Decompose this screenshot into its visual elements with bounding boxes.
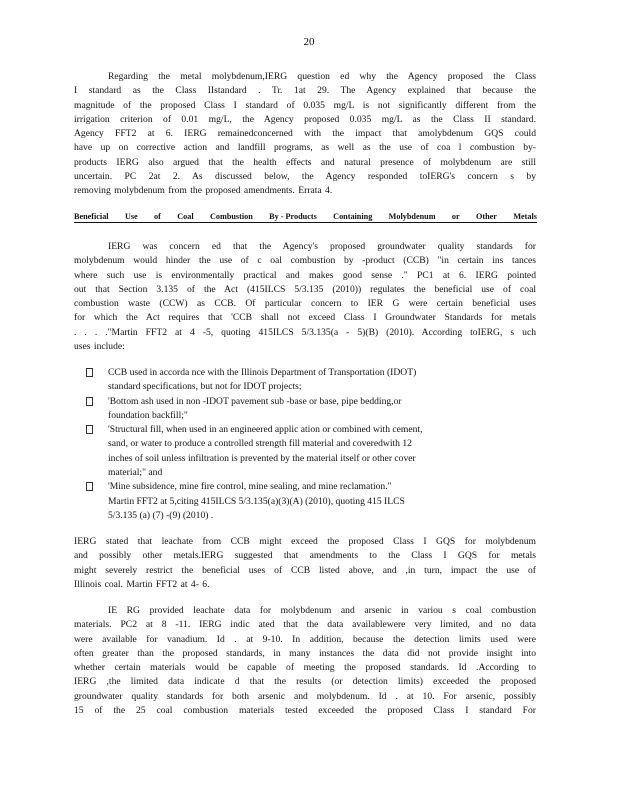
paragraph-leachate-data xyxy=(74,604,536,718)
paragraph-molybdenum-standard xyxy=(74,70,536,199)
list-item xyxy=(86,480,506,523)
heading-word: Containing xyxy=(333,212,373,221)
text-line: sand, or water to produce a controlled strength fill material and coveredwith 12 xyxy=(108,438,412,450)
text-line: for which the Act requires that 'CCB shall not exceed Class I Groundwater Standards for metals xyxy=(74,312,536,324)
text-line: material;" and xyxy=(108,467,163,479)
page-number: 20 xyxy=(303,36,315,48)
text-line: Martin FFT2 at 5,citing 415ILCS 5/3.135(a)(3)(A) (2010), quoting 415 ILCS xyxy=(108,495,405,507)
text-line: molybdenum would hinder the use of c oal combustion by -product (CCB) "in certain ins tances xyxy=(74,255,536,267)
text-line: magnitude of the proposed Class I standard of 0.035 mg/L is not significantly different from the xyxy=(74,99,536,111)
heading-word: Beneficial xyxy=(74,212,109,221)
text-line: uncertain. PC 2at 2. As discussed below, the Agency responded toIERG's concern s by xyxy=(74,171,536,183)
bullet-box-icon xyxy=(86,482,93,491)
text-line: irrigation criterion of 0.01 mg/L, the Agency proposed 0.035 mg/L as the Class II standard. xyxy=(74,113,536,125)
heading-word: Molybdenum xyxy=(388,212,436,221)
text-line: products IERG also argued that the health effects and natural presence of molybdenum are still xyxy=(74,156,536,168)
text-line: often greater than the proposed standards, in many instances the data did not provide insight into xyxy=(74,647,536,659)
text-line: IERG stated that leachate from CCB might exceed the proposed Class I GQS for molybdenum xyxy=(74,536,536,547)
text-line: combustion waste (CCW) as CCB. Of particular concern to IER G were certain beneficial uses xyxy=(74,298,536,310)
text-line: have up on corrective action and landfill programs, as well as the use of coa l combustion by- xyxy=(74,142,536,154)
list-item xyxy=(86,423,506,480)
text-line: groundwater quality standards for both arsenic and molybdenum. Id . at 10. For arsenic, possibly xyxy=(74,690,536,702)
text-line: removing molybdenum from the proposed amendments. Errata 4. xyxy=(74,185,333,197)
text-line: IERG was concern ed that the Agency's proposed groundwater quality standards for xyxy=(108,241,536,252)
bullet-box-icon xyxy=(86,397,93,406)
paragraph-ierg-concern xyxy=(74,240,536,354)
text-line: and possibly other metals.IERG suggested that amendments to the Class I GQS for metals xyxy=(74,550,536,562)
heading-word: Coal xyxy=(177,212,194,221)
text-line: whether certain materials would be capable of meeting the proposed standards. Id .According to xyxy=(74,662,536,674)
text-line: uses include: xyxy=(74,341,125,353)
text-line: CCB used in accorda nce with the Illinois Department of Transportation (IDOT) xyxy=(108,367,417,378)
text-line: out that Section 3.135 of the Act (415ILCS 5/3.135 (2010)) regulates the beneficial use of coal xyxy=(74,283,536,295)
text-line: foundation backfill;" xyxy=(108,409,188,421)
heading-word: Other xyxy=(476,212,497,221)
heading-word: By - Products xyxy=(269,212,317,221)
heading-word: Metals xyxy=(513,212,537,221)
text-line: 'Bottom ash used in non -IDOT pavement sub -base or base, pipe bedding,or xyxy=(108,395,402,407)
bullet-box-icon xyxy=(86,368,93,377)
bullet-list xyxy=(86,366,506,523)
text-line: 5/3.135 (a) (7) -(9) (2010) . xyxy=(108,509,214,521)
text-line: . . . ."Martin FFT2 at 4 -5, quoting 415ILCS 5/3.135(a - 5)(B) (2010). According toIERG, s uch xyxy=(74,326,536,338)
text-line: IE RG provided leachate data for molybdenum and arsenic in variou s coal combustion xyxy=(108,605,536,616)
list-item xyxy=(86,395,506,424)
text-line: Regarding the metal molybdenum,IERG question ed why the Agency proposed the Class xyxy=(108,71,536,82)
text-line: were available for vanadium. Id . at 9-10. In addition, because the detection limits used were xyxy=(74,633,536,645)
list-item xyxy=(86,366,506,395)
heading-word: Use xyxy=(124,212,138,221)
text-line: might severely restrict the beneficial uses of CCB listed above, and ,in turn, impact the use of xyxy=(74,564,536,576)
heading-word: Combustion xyxy=(210,212,253,221)
text-line: 'Mine subsidence, mine fire control, mine sealing, and mine reclamation." xyxy=(108,481,392,493)
text-line: inches of soil unless infiltration is prevented by the material itself or other cover xyxy=(108,452,416,464)
text-line: IERG ,the limited data indicate d that the results (or detection limits) exceeded the proposed xyxy=(74,676,536,688)
heading-word: of xyxy=(154,212,161,221)
section-heading xyxy=(74,212,537,223)
heading-word: or xyxy=(451,212,460,221)
text-line: 'Structural fill, when used in an engineered applic ation or combined with cement, xyxy=(108,424,423,436)
text-line: materials. PC2 at 8 -11. IERG indic ated that the data availablewere very limited, and no data xyxy=(74,619,536,631)
text-line: where such use is environmentally practical and makes good sense ." PC1 at 6. IERG pointed xyxy=(74,269,536,281)
text-line: 15 of the 25 coal combustion materials tested exceeded the proposed Class I standard For xyxy=(74,705,536,717)
bullet-box-icon xyxy=(86,425,93,434)
text-line: I standard as the Class IIstandard . Tr. 1at 29. The Agency explained that because the xyxy=(74,85,536,97)
text-line: standard specifications, but not for IDOT projects; xyxy=(108,381,302,393)
text-line: Illinois coal. Martin FFT2 at 4- 6. xyxy=(74,578,210,590)
paragraph-leachate xyxy=(74,535,536,592)
text-line: Agency FFT2 at 6. IERG remainedconcerned with the impact that amolybdenum GQS could xyxy=(74,128,536,140)
